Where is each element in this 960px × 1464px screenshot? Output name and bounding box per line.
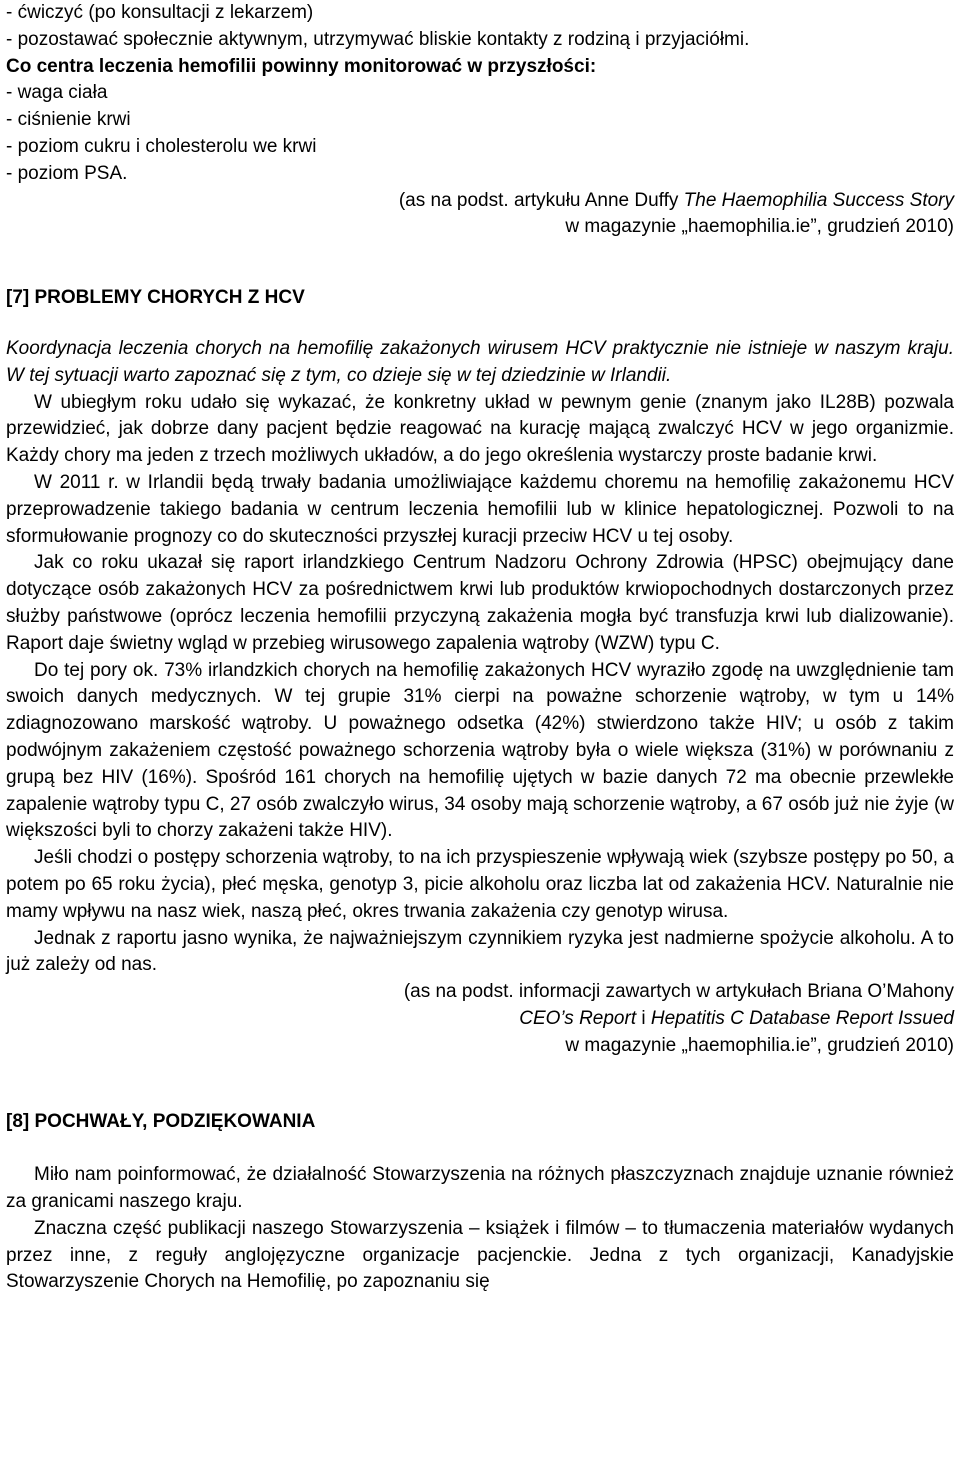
paragraph: W ubiegłym roku udało się wykazać, że konkretny układ w pewnym genie (znanym jako IL28B) pozwala przewidzieć, jak dobrze dany pacjent będzie reagować na kurację mającą zwalczyć HCV w jego organizmie. Każdy chory ma jeden z trzech możliwych układów, a do jego określenia wystarczy proste badanie krwi. xyxy=(6,391,954,467)
list-item: - ciśnienie krwi xyxy=(6,107,954,134)
paragraph: Jednak z raportu jasno wynika, że najważniejszym czynnikiem ryzyka jest nadmierne spożycie alkoholu. A to już zależy od nas. xyxy=(6,927,954,976)
paragraph: Miło nam poinformować, że działalność Stowarzyszenia na różnych płaszczyznach znajduje uznanie również za granicami naszego kraju. xyxy=(6,1164,954,1213)
citation-title: CEO’s Report xyxy=(519,1007,637,1029)
section-7-heading: [7] PROBLEMY CHORYCH Z HCV xyxy=(6,287,305,309)
monitor-heading: Co centra leczenia hemofilii powinny monitorować w przyszłości: xyxy=(6,55,597,77)
section-7-intro: Koordynacja leczenia chorych na hemofilię zakażonych wirusem HCV praktycznie nie istnieje w naszym kraju. W tej sytuacji warto zapoznać się z tym, co dzieje się w tej dziedzinie w Irlandii. xyxy=(6,337,954,386)
paragraph: Jak co roku ukazał się raport irlandzkiego Centrum Nadzoru Ochrony Zdrowia (HPSC) obejmujący dane dotyczące osób zakażonych HCV za pośrednictwem krwi lub produktów krwiopochodnych dostarczonych przez służby państwowe (oprócz leczenia hemofilii przyczyną zakażenia mogła być transfuzja krwi lub dializowanie). Raport daje świetny wgląd w przebieg wirusowego zapalenia wątroby (WZW) typu C. xyxy=(6,552,954,654)
citation-title: Hepatitis C Database Report Issued xyxy=(650,1007,954,1029)
citation-title: The Haemophilia Success Story xyxy=(683,189,954,211)
list-item: - poziom cukru i cholesterolu we krwi xyxy=(6,134,954,161)
monitor-list xyxy=(6,80,954,187)
recommendation-list xyxy=(6,0,954,54)
list-item: - poziom PSA. xyxy=(6,161,954,188)
source-citation-line2: w magazynie „haemophilia.ie”, grudzień 2010) xyxy=(565,216,954,238)
list-item: - pozostawać społecznie aktywnym, utrzymywać bliskie kontakty z rodziną i przyjaciółmi. xyxy=(6,27,954,54)
paragraph: Znaczna część publikacji naszego Stowarzyszenia – książek i filmów – to tłumaczenia materiałów wydanych przez inne, z reguły anglojęzyczne organizacje pacjenckie. Jedna z tych organizacji, Kanadyjskie Stowarzyszenie Chorych na Hemofilię, po zapoznaniu się xyxy=(6,1217,954,1293)
source-citation-line3: w magazynie „haemophilia.ie”, grudzień 2010) xyxy=(565,1034,954,1056)
source-citation-line2 xyxy=(6,1006,954,1033)
paragraph: W 2011 r. w Irlandii będą trwały badania umożliwiające każdemu choremu na hemofilię zakażonemu HCV przeprowadzenie takiego badania w centrum leczenia hemofilii lub w klinice hepatologicznej. Pozwoli to na sformułowanie prognozy co do skuteczności przyszłej kuracji przeciw HCV u tej osoby. xyxy=(6,471,954,547)
citation-prefix: (as na podst. artykułu Anne Duffy xyxy=(398,189,684,211)
citation-joiner: i xyxy=(636,1007,651,1029)
list-item: - waga ciała xyxy=(6,80,954,107)
list-item: - ćwiczyć (po konsultacji z lekarzem) xyxy=(6,0,954,27)
paragraph: Do tej pory ok. 73% irlandzkich chorych na hemofilię zakażonych HCV wyraziło zgodę na uwzględnienie tam swoich danych medycznych. W tej grupie 31% cierpi na poważne schorzenie wątroby, w tym u 14% zdiagnozowano marskość wątroby. U poważnego odsetka (42%) stwierdzono także HIV; u osób z takim podwójnym zakażeniem częstość poważnego schorzenia wątroby była o wiele większa (31%) w porównaniu z grupą bez HIV (16%). Spośród 161 chorych na hemofilię ujętych w bazie danych 72 ma obecnie przewlekłe zapalenie wątroby typu C, 27 osób zwalczyło wirus, 34 osoby mają schorzenie wątroby, a 67 osób już nie żyje (w większości byli to chorzy zakażeni także HIV). xyxy=(6,659,955,842)
source-citation xyxy=(6,188,954,215)
paragraph: Jeśli chodzi o postępy schorzenia wątroby, to na ich przyspieszenie wpływają wiek (szybsze postępy po 50, a potem po 65 roku życia), płeć męska, genotyp 3, picie alkoholu oraz liczba lat od zakażenia HCV. Naturalnie nie mamy wpływu na nasz wiek, naszą płeć, okres trwania zakażenia czy genotyp wirusa. xyxy=(6,847,954,922)
source-citation: (as na podst. informacji zawartych w artykułach Briana O’Mahony xyxy=(403,981,954,1003)
section-8-heading: [8] POCHWAŁY, PODZIĘKOWANIA xyxy=(6,1111,316,1133)
